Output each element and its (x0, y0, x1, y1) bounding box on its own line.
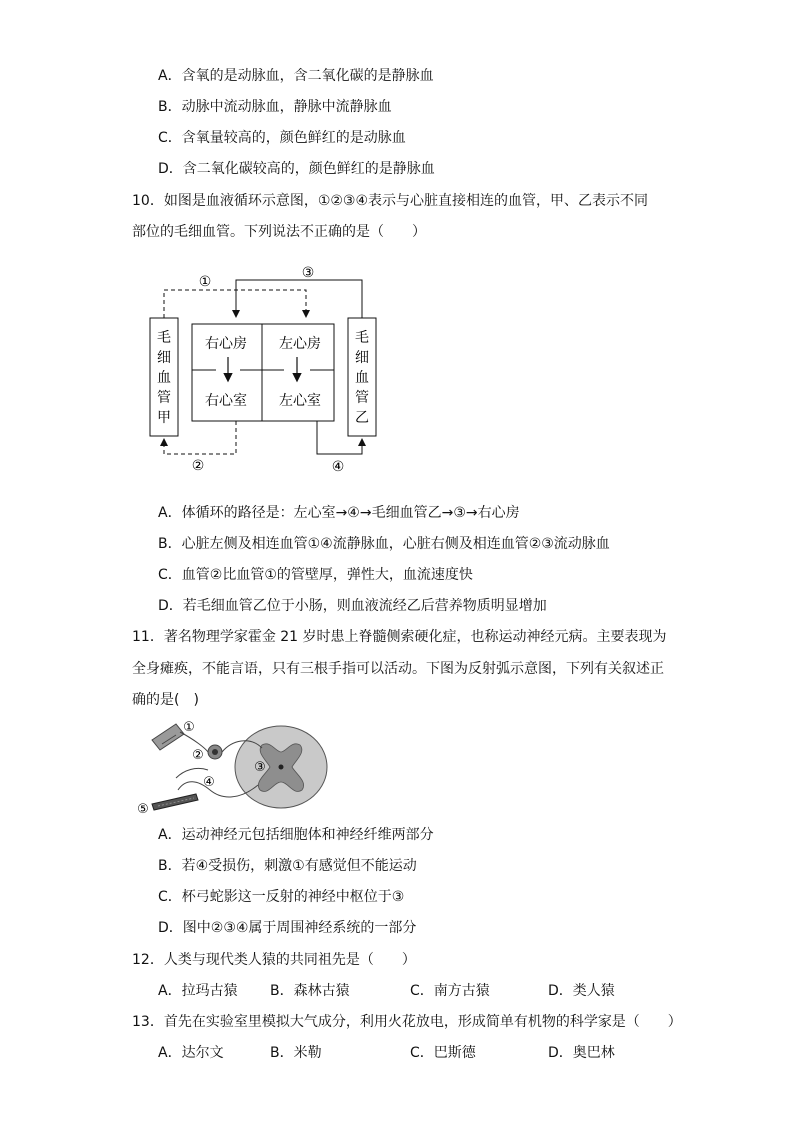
q12-stem: 12．人类与现代类人猿的共同祖先是（ ） (132, 952, 416, 968)
reflex-arc-diagram (130, 712, 340, 822)
vessel-1 (164, 290, 306, 318)
q13-option-b: B．米勒 (270, 1045, 322, 1061)
q9-option-a: A．含氧的是动脉血，含二氧化碳的是静脉血 (158, 68, 434, 84)
capillary-jia-char: 血 (157, 370, 171, 386)
q9-option-c: C．含氧量较高的，颜色鲜红的是动脉血 (158, 130, 406, 146)
reflex-label-3: ③ (254, 760, 266, 775)
q10-option-c: C．血管②比血管①的管壁厚，弹性大，血流速度快 (158, 567, 473, 583)
label-1: ① (198, 274, 212, 290)
q13-option-c: C．巴斯德 (410, 1045, 476, 1061)
receptor (152, 724, 184, 750)
capillary-jia-char: 细 (157, 350, 171, 366)
q11-option-c: C．杯弓蛇影这一反射的神经中枢位于③ (158, 889, 405, 905)
q10-option-b: B．心脏左侧及相连血管①④流静脉血，心脏右侧及相连血管②③流动脉血 (158, 536, 610, 552)
reflex-label-4: ④ (203, 775, 215, 790)
q13-stem: 13．首先在实验室里模拟大气成分，利用火花放电，形成简单有机物的科学家是（ ） (132, 1014, 682, 1030)
label-4: ④ (331, 459, 345, 475)
left-ventricle-label: 左心室 (279, 393, 321, 409)
reflex-label-2: ② (192, 748, 204, 763)
q12-option-c: C．南方古猿 (410, 983, 490, 999)
q13-option-a: A．达尔文 (158, 1045, 224, 1061)
q11-stem-line3: 确的是( ) (132, 692, 199, 708)
label-2: ② (191, 458, 205, 474)
q10-option-d: D．若毛细血管乙位于小肠，则血液流经乙后营养物质明显增加 (158, 598, 547, 614)
right-ventricle-label: 右心室 (205, 393, 247, 409)
q11-option-d: D．图中②③④属于周围神经系统的一部分 (158, 920, 417, 936)
q12-option-b: B．森林古猿 (270, 983, 350, 999)
capillary-yi-char: 毛 (355, 330, 369, 346)
reflex-label-1: ① (183, 720, 195, 735)
capillary-yi-char: 血 (355, 370, 369, 386)
q10-stem-line1: 10．如图是血液循环示意图，①②③④表示与心脏直接相连的血管，甲、乙表示不同 (132, 193, 649, 209)
capillary-jia-char: 管 (157, 390, 171, 406)
reflex-label-5: ⑤ (137, 802, 149, 817)
capillary-jia-char: 甲 (157, 410, 171, 426)
blood-circulation-diagram (140, 258, 390, 480)
q11-option-a: A．运动神经元包括细胞体和神经纤维两部分 (158, 827, 434, 843)
q10-option-a: A．体循环的路径是：左心室→④→毛细血管乙→③→右心房 (158, 505, 520, 521)
right-atrium-label: 右心房 (205, 336, 247, 352)
left-atrium-label: 左心房 (279, 336, 321, 352)
q11-option-b: B．若④受损伤，刺激①有感觉但不能运动 (158, 858, 417, 874)
capillary-yi-char: 乙 (355, 410, 369, 426)
q11-stem-line1: 11．著名物理学家霍金 21 岁时患上脊髓侧索硬化症，也称运动神经元病。主要表现为 (132, 629, 667, 645)
capillary-yi-char: 管 (355, 390, 369, 406)
q12-option-d: D．类人猿 (548, 983, 615, 999)
label-3: ③ (301, 265, 315, 281)
capillary-yi-char: 细 (355, 350, 369, 366)
q9-option-d: D．含二氧化碳较高的，颜色鲜红的是静脉血 (158, 161, 435, 177)
q10-stem-line2: 部位的毛细血管。下列说法不正确的是（ ） (132, 224, 426, 240)
q11-stem-line2: 全身瘫痪，不能言语，只有三根手指可以活动。下图为反射弧示意图，下列有关叙述正 (132, 661, 664, 677)
q13-option-d: D．奥巴林 (548, 1045, 615, 1061)
q12-option-a: A．拉玛古猿 (158, 983, 238, 999)
vessel-3 (236, 280, 362, 318)
q9-option-b: B．动脉中流动脉血，静脉中流静脉血 (158, 99, 392, 115)
capillary-jia-char: 毛 (157, 330, 171, 346)
